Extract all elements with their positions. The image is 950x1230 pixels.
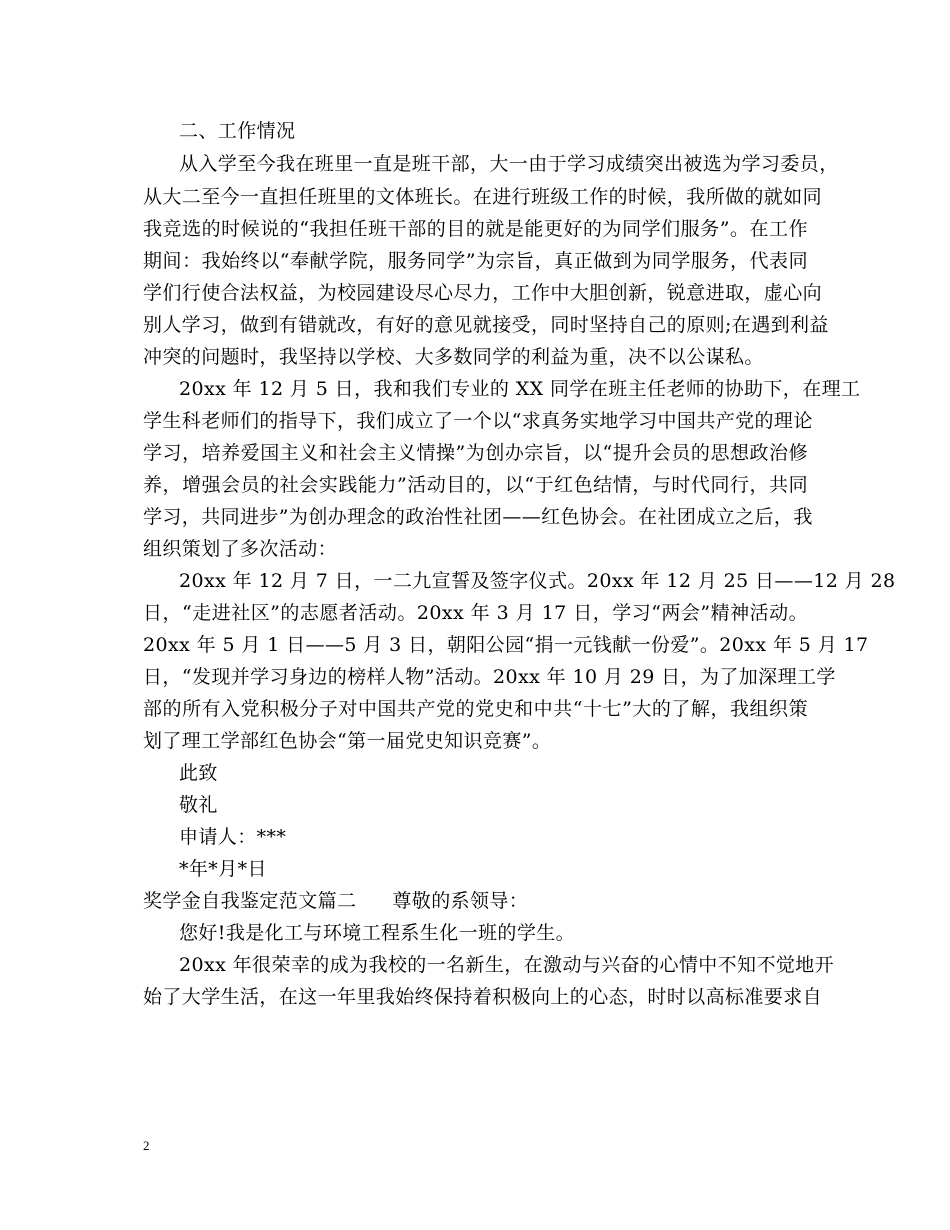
paragraph1-line: 从入学至今我在班里一直是班干部，大一由于学习成绩突出被选为学习委员， xyxy=(179,153,839,175)
paragraph1-line: 冲突的问题时，我坚持以学校、大多数同学的利益为重，决不以公谋私。 xyxy=(143,346,764,368)
paragraph1-line: 我竞选的时候说的“我担任班干部的目的就是能更好的为同学们服务”。在工作 xyxy=(143,218,808,240)
closing-salutation: 此致 xyxy=(179,762,218,784)
second-letter-title: 奖学金自我鉴定范文篇二 xyxy=(143,890,357,912)
second-letter-greeting: 您好!我是化工与环境工程系生化一班的学生。 xyxy=(179,922,576,944)
paragraph2-line: 20xx 年 12 月 5 日，我和我们专业的 XX 同学在班主任老师的协助下，在理工 xyxy=(179,378,861,400)
paragraph2-line: 学习，培养爱国主义和社会主义情操”为创办宗旨，以“提升会员的思想政治修 xyxy=(143,442,808,464)
paragraph3-line: 日，“发现并学习身边的榜样人物”活动。20xx 年 10 月 29 日，为了加深理工学 xyxy=(143,666,836,688)
paragraph2-line: 养，增强会员的社会实践能力”活动目的，以“于红色结情，与时代同行，共同 xyxy=(143,474,808,496)
paragraph3-line: 20xx 年 5 月 1 日——5 月 3 日，朝阳公园“捐一元钱献一份爱”。20xx 年 5 月 17 xyxy=(143,634,869,656)
paragraph3-line: 20xx 年 12 月 7 日，一二九宣誓及签字仪式。20xx 年 12 月 25 日——12 月 28 xyxy=(179,570,896,592)
paragraph1-line: 期间：我始终以“奉献学院，服务同学”为宗旨，真正做到为同学服务，代表同 xyxy=(143,250,808,272)
second-letter-line: 20xx 年很荣幸的成为我校的一名新生，在激动与兴奋的心情中不知不觉地开 xyxy=(179,954,835,976)
second-letter-header xyxy=(143,889,808,913)
section-heading: 二、工作情况 xyxy=(179,120,296,142)
closing-regards: 敬礼 xyxy=(179,794,218,816)
second-letter-addressee: 尊敬的系领导： xyxy=(392,890,529,912)
paragraph2-line: 学习，共同进步”为创办理念的政治性社团——红色协会。在社团成立之后，我 xyxy=(143,506,813,528)
signature-date: *年*月*日 xyxy=(179,858,267,880)
paragraph1-line: 学们行使合法权益，为校园建设尽心尽力，工作中大胆创新，锐意进取，虚心向 xyxy=(143,282,823,304)
paragraph3-line: 划了理工学部红色协会“第一届党史知识竞赛”。 xyxy=(143,730,552,752)
page-number: 2 xyxy=(143,1138,150,1153)
paragraph2-line: 组织策划了多次活动： xyxy=(143,538,338,560)
paragraph2-line: 学生科老师们的指导下，我们成立了一个以“求真务实地学习中国共产党的理论 xyxy=(143,410,813,432)
paragraph1-line: 从大二至今一直担任班里的文体班长。在进行班级工作的时候，我所做的就如同 xyxy=(143,186,823,208)
second-letter-line: 始了大学生活，在这一年里我始终保持着积极向上的心态，时时以高标准要求自 xyxy=(143,986,823,1008)
paragraph3-line: 日，“走进社区”的志愿者活动。20xx 年 3 月 17 日，学习“两会”精神活动。 xyxy=(143,602,808,624)
applicant-signature: 申请人：*** xyxy=(179,826,287,848)
paragraph3-line: 部的所有入党积极分子对中国共产党的党史和中共“十七”大的了解，我组织策 xyxy=(143,698,808,720)
paragraph1-line: 别人学习，做到有错就改，有好的意见就接受，同时坚持自己的原则;在遇到利益 xyxy=(143,314,829,336)
